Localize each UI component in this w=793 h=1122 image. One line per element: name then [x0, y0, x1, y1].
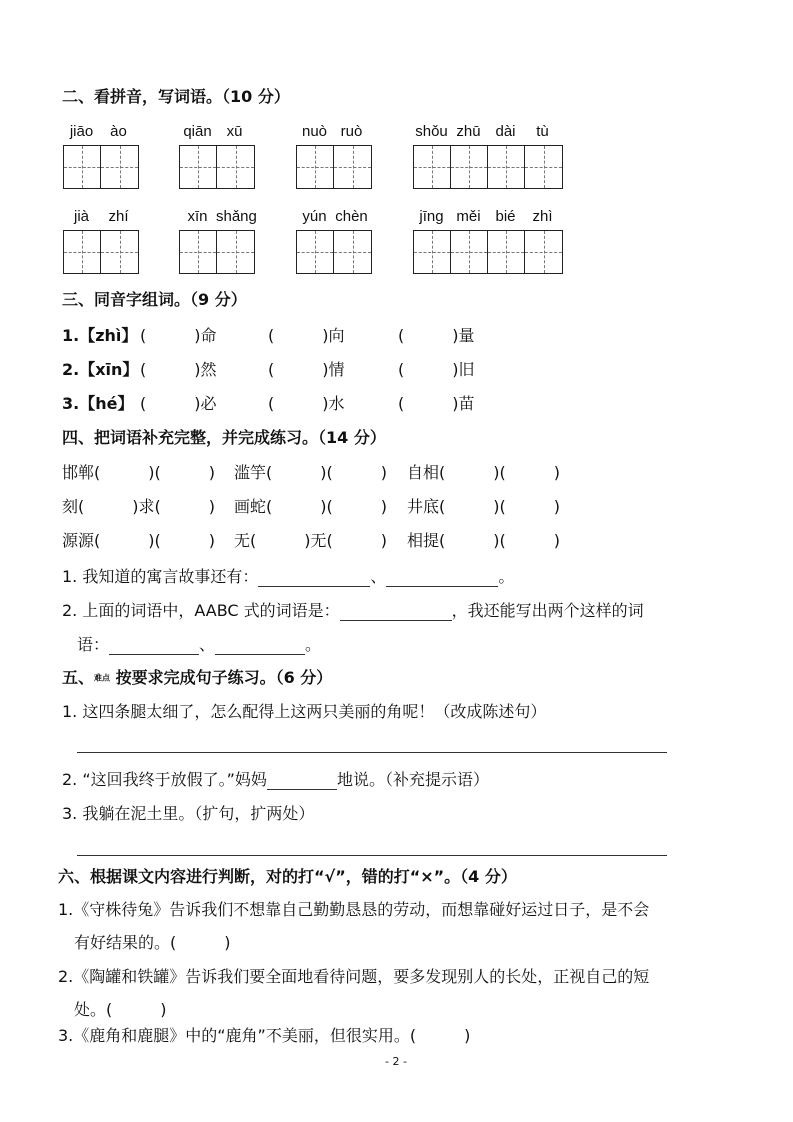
character-cell[interactable] — [297, 146, 334, 188]
pinyin-label: bié — [495, 208, 516, 225]
character-cell[interactable] — [451, 146, 488, 188]
q-text: 2. 上面的词语中，AABC 式的词语是： — [62, 601, 340, 620]
idiom-blank[interactable]: 源源( )( ) — [62, 531, 215, 550]
writing-grid — [413, 230, 563, 274]
idiom-blank[interactable]: 滥竽( )( ) — [234, 463, 387, 482]
question-4-2-cont — [77, 635, 321, 655]
idiom-blank[interactable]: 相提( )( ) — [407, 531, 560, 550]
answer-blank[interactable] — [340, 604, 452, 621]
character-cell[interactable] — [488, 146, 525, 188]
answer-line[interactable] — [77, 752, 667, 753]
pinyin-label: yún — [302, 208, 327, 225]
idiom-blank[interactable]: 画蛇( )( ) — [234, 497, 387, 516]
idiom-blank[interactable]: 井底( )( ) — [407, 497, 560, 516]
section-4-title: 四、把词语补充完整，并完成练习。（14 分） — [62, 428, 386, 447]
q-text: 2. “这回我终于放假了。”妈妈 — [62, 770, 267, 789]
pinyin-label: zhí — [108, 208, 129, 225]
pinyin-label: nuò — [301, 123, 328, 140]
end: 。 — [498, 567, 515, 586]
character-cell[interactable] — [414, 146, 451, 188]
homophone-blank[interactable]: ( )旧 — [398, 360, 475, 379]
character-cell[interactable] — [180, 231, 217, 273]
homophone-blank[interactable]: ( )向 — [268, 326, 345, 345]
section-6-title: 六、根据课文内容进行判断，对的打“√”，错的打“×”。（4 分） — [58, 867, 517, 886]
pinyin-label: chèn — [335, 208, 368, 225]
character-cell[interactable] — [64, 146, 101, 188]
section-3-title: 三、同音字组词。（9 分） — [62, 290, 247, 309]
pinyin-label: xū — [226, 123, 243, 140]
homophone-blank[interactable]: ( )苗 — [398, 394, 475, 413]
pinyin-label: ruò — [340, 123, 363, 140]
writing-grid — [63, 145, 139, 189]
question-4-1 — [62, 567, 514, 587]
question-5-2 — [62, 770, 489, 790]
idiom-blank[interactable]: 自相( )( ) — [407, 463, 560, 482]
character-cell[interactable] — [525, 146, 562, 188]
homophone-blank[interactable]: ( )情 — [268, 360, 345, 379]
sep: 、 — [199, 635, 216, 654]
answer-blank[interactable] — [215, 638, 305, 655]
section-5-title — [62, 668, 332, 689]
q-text: ，我还能写出两个这样的词 — [451, 601, 644, 620]
pinyin-label: zhì — [532, 208, 553, 225]
character-cell[interactable] — [217, 146, 254, 188]
pinyin-label: xīn — [187, 208, 208, 225]
pinyin-label: jià — [73, 208, 89, 225]
end: 。 — [305, 635, 322, 654]
writing-grid — [179, 230, 255, 274]
character-cell[interactable] — [297, 231, 334, 273]
pinyin-label: jīng — [419, 208, 444, 225]
question-5-1: 1. 这四条腿太细了，怎么配得上这两只美丽的角呢！（改成陈述句） — [62, 702, 547, 721]
character-cell[interactable] — [101, 231, 138, 273]
character-cell[interactable] — [334, 231, 371, 273]
difficulty-badge: 难点 — [94, 673, 111, 683]
pinyin-label: shǎng — [216, 208, 257, 225]
answer-blank[interactable] — [109, 638, 199, 655]
homophone-label: 3.【hé】 — [62, 394, 134, 413]
q-text: 地说。（补充提示语） — [336, 770, 489, 789]
character-cell[interactable] — [64, 231, 101, 273]
homophone-blank[interactable]: ( )水 — [268, 394, 345, 413]
judge-line: 1.《守株待兔》告诉我们不想靠自己勤勤恳恳的劳动，而想靠碰好运过日子，是不会 — [58, 900, 650, 919]
judge-line: 有好结果的。( ) — [74, 933, 231, 952]
homophone-label: 2.【xīn】 — [62, 360, 139, 379]
character-cell[interactable] — [451, 231, 488, 273]
idiom-blank[interactable]: 无( )无( ) — [234, 531, 387, 550]
writing-grid — [296, 145, 372, 189]
answer-blank[interactable] — [267, 773, 337, 790]
question-5-3: 3. 我躺在泥土里。（扩句，扩两处） — [62, 804, 315, 823]
writing-grid — [179, 145, 255, 189]
q-text: 1. 我知道的寓言故事还有： — [62, 567, 259, 586]
character-cell[interactable] — [217, 231, 254, 273]
answer-blank[interactable] — [386, 570, 498, 587]
pinyin-label: shǒu — [415, 123, 448, 140]
title-part: 五、 — [62, 668, 95, 687]
q-text: 语： — [77, 635, 110, 654]
homophone-label: 1.【zhì】 — [62, 326, 138, 345]
answer-blank[interactable] — [258, 570, 370, 587]
idiom-blank[interactable]: 邯郸( )( ) — [62, 463, 215, 482]
pinyin-label: měi — [456, 208, 481, 225]
character-cell[interactable] — [488, 231, 525, 273]
writing-grid — [296, 230, 372, 274]
section-2-title: 二、看拼音，写词语。（10 分） — [62, 87, 290, 106]
character-cell[interactable] — [180, 146, 217, 188]
title-part: 按要求完成句子练习。（6 分） — [110, 668, 333, 687]
judge-line: 3.《鹿角和鹿腿》中的“鹿角”不美丽，但很实用。( ) — [58, 1026, 471, 1045]
character-cell[interactable] — [414, 231, 451, 273]
pinyin-label: qiān — [183, 123, 212, 140]
sep: 、 — [370, 567, 387, 586]
judge-line: 处。( ) — [74, 1000, 167, 1019]
character-cell[interactable] — [334, 146, 371, 188]
homophone-blank[interactable]: ( )量 — [398, 326, 475, 345]
idiom-blank[interactable]: 刻( )求( ) — [62, 497, 215, 516]
judge-line: 2.《陶罐和铁罐》告诉我们要全面地看待问题，要多发现别人的长处，正视自己的短 — [58, 967, 650, 986]
pinyin-label: dài — [495, 123, 516, 140]
answer-line[interactable] — [77, 855, 667, 856]
homophone-blank[interactable]: ( )必 — [140, 394, 217, 413]
page-number: - 2 - — [385, 1055, 407, 1068]
writing-grid — [63, 230, 139, 274]
question-4-2 — [62, 601, 644, 621]
homophone-blank[interactable]: ( )命 — [140, 326, 217, 345]
pinyin-label: jiāo — [69, 123, 94, 140]
homophone-blank[interactable]: ( )然 — [140, 360, 217, 379]
pinyin-label: tù — [536, 123, 549, 140]
pinyin-label: ào — [110, 123, 127, 140]
character-cell[interactable] — [101, 146, 138, 188]
pinyin-label: zhū — [456, 123, 481, 140]
character-cell[interactable] — [525, 231, 562, 273]
writing-grid — [413, 145, 563, 189]
